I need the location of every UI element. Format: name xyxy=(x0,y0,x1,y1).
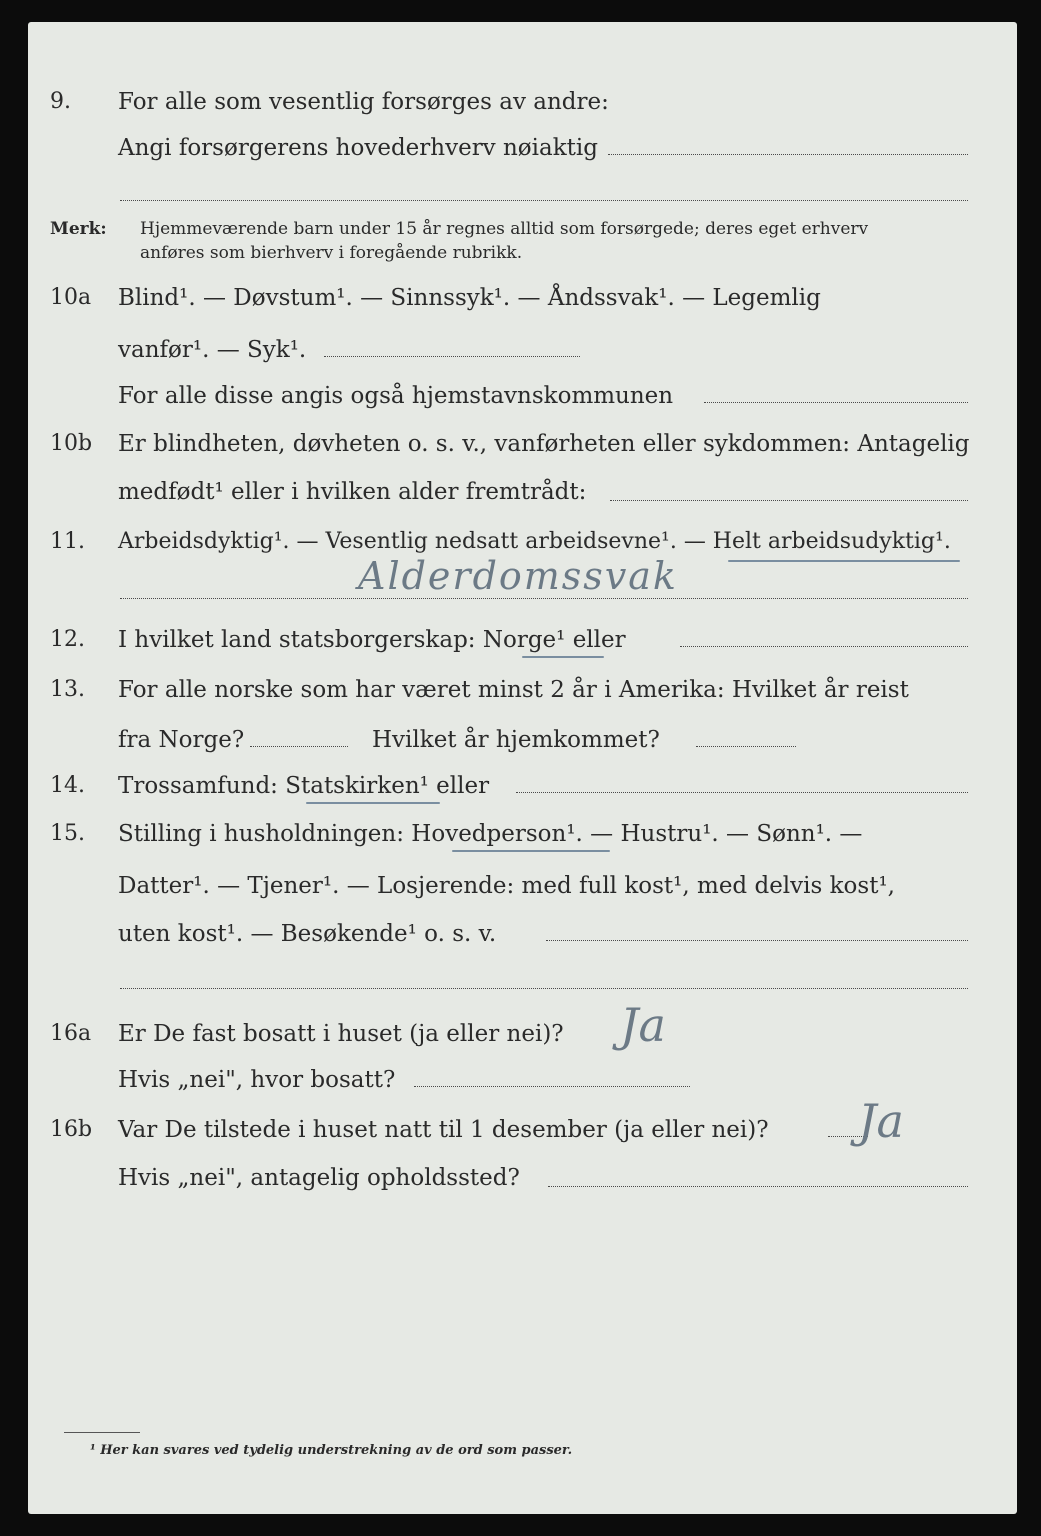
q12-number: 12. xyxy=(50,627,85,652)
q13-line2a: fra Norge? xyxy=(118,727,245,753)
q10b-line2: medfødt¹ eller i hvilken alder fremtrådt: xyxy=(118,479,587,505)
q15-answer-line[interactable] xyxy=(546,940,968,941)
q11-handwritten-answer: Alderdomssvak xyxy=(358,554,678,598)
q11-line1: Arbeidsdyktig¹. — Vesentlig nedsatt arbeidsevne¹. — Helt arbeidsudyktig¹. xyxy=(118,529,951,554)
q16a-line2: Hvis „nei", hvor bosatt? xyxy=(118,1067,396,1093)
q14-answer-line[interactable] xyxy=(516,792,968,793)
q16b-number: 16b xyxy=(50,1117,93,1142)
q11-underline-helt-arbeidsudyktig xyxy=(728,560,960,562)
q10a-answer-line[interactable] xyxy=(324,356,580,357)
q16b-handwritten-answer: Ja xyxy=(858,1094,904,1148)
q16a-answer-line[interactable] xyxy=(414,1086,690,1087)
q9-answer-line[interactable] xyxy=(608,154,968,155)
q14-line1: Trossamfund: Statskirken¹ eller xyxy=(118,773,490,799)
q13-number: 13. xyxy=(50,677,85,702)
q14-underline-statskirken xyxy=(306,802,440,804)
q16b-line2: Hvis „nei", antagelig opholdssted? xyxy=(118,1165,520,1191)
merk-line1: Hjemmeværende barn under 15 år regnes alltid som forsørgede; deres eget erhverv xyxy=(140,219,869,239)
q11-number: 11. xyxy=(50,529,85,554)
q10b-answer-line[interactable] xyxy=(610,500,968,501)
q10b-number: 10b xyxy=(50,431,93,456)
q14-number: 14. xyxy=(50,773,85,798)
q13-reist-line[interactable] xyxy=(250,746,348,747)
q11-answer-line[interactable] xyxy=(120,598,968,599)
q15-number: 15. xyxy=(50,821,85,846)
q9-answer-line-2[interactable] xyxy=(120,200,968,201)
q12-line1: I hvilket land statsborgerskap: Norge¹ eller xyxy=(118,627,626,653)
q16a-handwritten-answer: Ja xyxy=(620,998,666,1052)
q10a-line1: Blind¹. — Døvstum¹. — Sinnssyk¹. — Åndssvak¹. — Legemlig xyxy=(118,285,821,311)
q15-line2: Datter¹. — Tjener¹. — Losjerende: med full kost¹, med delvis kost¹, xyxy=(118,873,895,899)
q13-line1: For alle norske som har været minst 2 år i Amerika: Hvilket år reist xyxy=(118,677,909,703)
q12-answer-line[interactable] xyxy=(680,646,968,647)
q10a-number: 10a xyxy=(50,285,92,310)
q10a-line2: vanfør¹. — Syk¹. xyxy=(118,337,307,363)
merk-label: Merk: xyxy=(50,219,107,239)
q16b-line1: Var De tilstede i huset natt til 1 desember (ja eller nei)? xyxy=(118,1117,769,1143)
q15-underline-hovedperson xyxy=(452,850,610,852)
q10a-hjemstavn-line[interactable] xyxy=(704,402,968,403)
q9-line1: For alle som vesentlig forsørges av andre: xyxy=(118,89,609,115)
q16b-opholdssted-line[interactable] xyxy=(548,1186,968,1187)
q12-underline-norge xyxy=(522,656,604,658)
q16a-line1: Er De fast bosatt i huset (ja eller nei)? xyxy=(118,1021,564,1047)
q10a-line3: For alle disse angis også hjemstavnskommunen xyxy=(118,383,674,409)
q16a-number: 16a xyxy=(50,1021,92,1046)
q10b-line1: Er blindheten, døvheten o. s. v., vanførheten eller sykdommen: Antagelig xyxy=(118,431,970,457)
q13-hjemkommet-line[interactable] xyxy=(696,746,796,747)
q9-line2: Angi forsørgerens hovederhverv nøiaktig xyxy=(118,135,598,161)
footnote-rule xyxy=(64,1432,140,1433)
footnote: ¹ Her kan svares ved tydelig understrekning av de ord som passer. xyxy=(90,1443,573,1458)
q15-line1: Stilling i husholdningen: Hovedperson¹. — Hustru¹. — Sønn¹. — xyxy=(118,821,863,847)
merk-line2: anføres som bierhverv i foregående rubrikk. xyxy=(140,243,523,263)
q15-line3: uten kost¹. — Besøkende¹ o. s. v. xyxy=(118,921,497,947)
q15-answer-line-2[interactable] xyxy=(120,988,968,989)
q13-line2b: Hvilket år hjemkommet? xyxy=(372,727,660,753)
q9-number: 9. xyxy=(50,89,71,114)
census-form-page xyxy=(28,22,1017,1514)
